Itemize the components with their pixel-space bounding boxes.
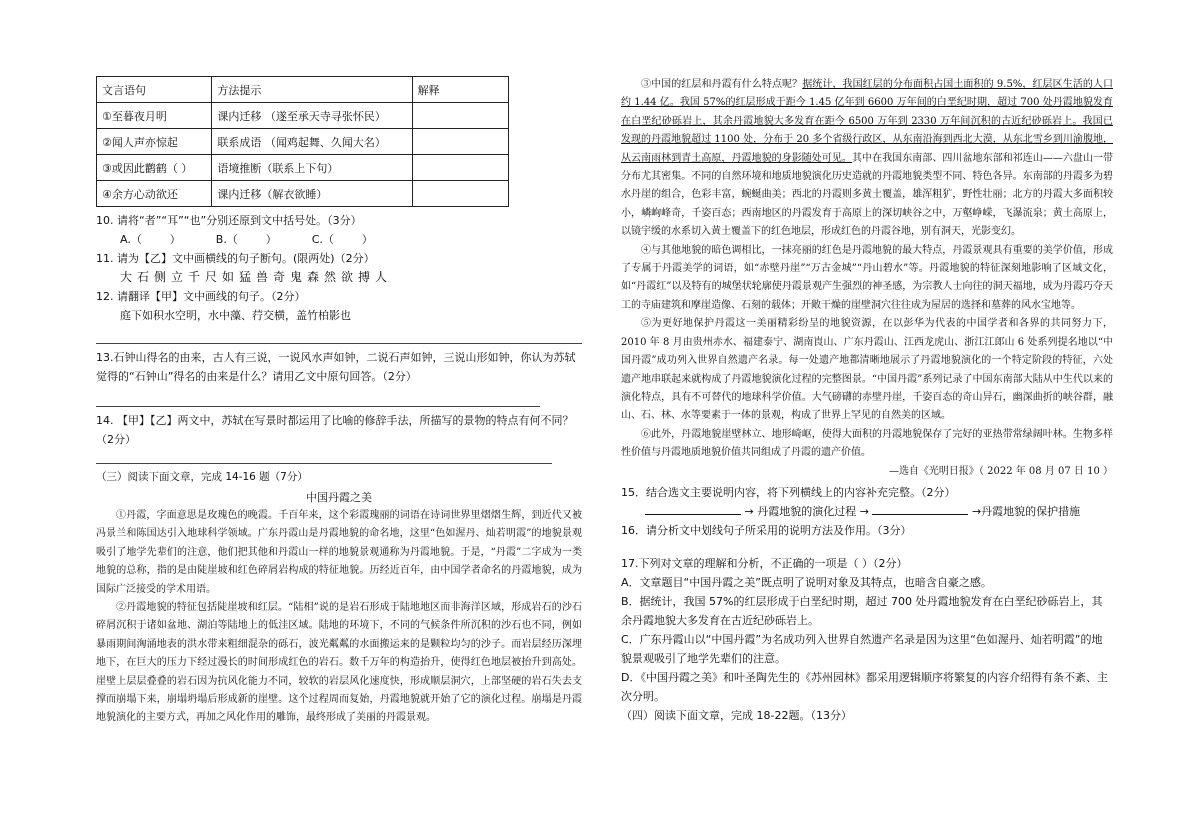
answer-cell[interactable] (412, 181, 508, 207)
article-right (621, 76, 1113, 481)
article-paragraph-3 (621, 76, 1113, 242)
article-paragraph-3-rest: 其中在我国东南部、四川盆地东部和祁连山——六盘山一带分布尤其密集。不同的自然环境和地质地貌演化历史造就的丹霞地貌类型不同、特色各异。东南部的丹霞多为碧水丹崖的组合，色彩丰富，蜿蜒曲美；西北的丹霞则多黄土覆盖，雄浑粗犷，野性壮丽；北方的丹霞大多面积较小，嶙峋峰奇，千姿百态；西南地区的丹霞发育于高原上的深切峡谷之中，万壑峥嵘，飞瀑流泉；黄土高原上，以镜宇缓的水系切入黄土覆盖下的红色地层，形成红色的丹霞谷地，别有洞天，光影变幻。 (621, 152, 1114, 238)
table-row (97, 129, 509, 155)
table-cell: ②闻人声亦惊起 (97, 129, 212, 155)
left-column (96, 76, 582, 728)
article-paragraph-2: ②丹霞地貌的特征包括陡崖坡和红层。“陆相”说的是岩石形成于陆地地区而非海洋区域，形成岩石的沙石碎屑沉积于诸如盆地、湖泊等陆地上的低洼区域。陆地的环境下，不同的气候条件所沉积的沙石也不同，例如暴雨期间洶涌地表的洪水带来粗细混杂的砾石，波光粼粼的水面搬运来的是颗粒均匀的沙子。而岩层经历深埋地下，在巨大的压力下经过漫长的时间形成红色的岩石。数千万年的构造抬升，使得红色地层被抬升到高处。崖壁上层层叠叠的岩石因为抗风化能力不同，较软的岩层风化速度快，形成顺层洞穴，上部坚硬的岩石失去支撑而崩塌下来，崩塌坍塌后形成新的崖壁。这个过程周而复始，丹霞地貌就开始了它的演化过程。崩塌是丹霞地貌演化的主要方式，再加之风化作用的雕饰，最终形成了美丽的丹霞景观。 (96, 602, 582, 724)
table-row (97, 181, 509, 207)
classical-chinese-table (96, 76, 509, 207)
option-a: A．文章题目“中国丹霞之美”既点明了说明对象及其特点，也暗含自豪之感。 (621, 575, 992, 589)
fill-blank[interactable] (645, 502, 741, 515)
option-d: D．《中国丹霞之美》和叶圣陶先生的《苏州园林》都采用逻辑顺序将繁复的内容介绍得有条不紊、主次分明。 (621, 670, 1108, 703)
table-cell: ①至暮夜月明 (97, 103, 212, 129)
right-column (621, 76, 1113, 725)
question-14: 14. 【甲】【乙】两文中，苏轼在写景时都运用了比喻的修辞手法，所描写的景物的特点有何不同？（2分） (96, 414, 574, 446)
question-16: 16．请分析文中划线句子所采用的说明方法及作用。（3分） (621, 523, 912, 537)
table-row (97, 155, 509, 181)
answer-cell[interactable] (412, 129, 508, 155)
flow-end: →丹霞地貌的保护措施 (971, 504, 1081, 518)
table-header-row (97, 77, 509, 103)
table-cell: 课内迁移（解衣欲睡） (212, 181, 412, 207)
question-12 (96, 287, 582, 325)
answer-line (96, 406, 540, 407)
question-11-sentence: 大石侧立千尺如猛兽奇鬼森然欲搏人 (120, 270, 393, 284)
question-11 (96, 249, 582, 287)
flow-middle: → 丹霞地貌的演化过程 → (744, 504, 869, 518)
fill-blank[interactable] (872, 502, 968, 515)
question-10-options: A.（ ） B.（ ） C.（ ） (120, 233, 373, 246)
answer-cell[interactable] (412, 103, 508, 129)
question-10-stem: 10. 请将“者”“耳”“也”分别还原到文中括号处。（3分） (96, 214, 362, 227)
table-cell: 联系成语 （闻鸡起舞、久闻大名） (212, 129, 412, 155)
article-paragraph-3-intro: ③中国的红层和丹霞有什么特点呢？ (641, 79, 803, 90)
question-11-stem: 11. 请为【乙】文中画横线的句子断句。(限两处)（2分） (96, 252, 375, 265)
table-cell: ③或因此鹳鹤（ ） (97, 155, 212, 181)
article-paragraph-4: ④与其他地貌的暗色调相比，一抹亮丽的红色是丹霞地貌的最大特点，丹霞景观具有重要的美学价值，形成了专属于丹霞美学的词语，如“赤壁丹崖”“万古金城”“丹山碧水”等。丹霞地貌的特征深刻地影响了区域文化，如“丹霞红”以及特有的城堡状轮廓使丹霞景观产生强烈的神圣感，为宗教人士向往的洞天福地，成为丹霞巧夺天工的寺庙建筑和摩崖造像、石刻的载体；开敞干燥的崖壁洞穴往往成为屋居的选择和墓葬的风水宝地等。 (621, 244, 1113, 311)
option-b: B．据统计，我国 57%的红层形成于白垩纪时期，超过 700 处丹霞地貌发育在白垩纪砂砾岩上，其余丹霞地貌大多发育在古近纪砂砾岩上。 (621, 594, 1103, 627)
table-cell: 课内迁移 （遂至承天寺寻张怀民） (212, 103, 412, 129)
section-4-heading: （四）阅读下面文章，完成 18-22题。（13分） (621, 708, 852, 722)
article-left (96, 507, 582, 728)
table-row (97, 103, 509, 129)
question-17-stem: 17.下列对文章的理解和分析，不正确的一项是（ ）（2分） (621, 556, 908, 570)
option-c: C．广东丹霞山以“中国丹霞”为名成功列入世界自然遗产名录是因为这里“色如渥丹、灿若明霞”的地貌景观吸引了地学先辈们的注意。 (621, 632, 1103, 665)
question-12-sentence: 庭下如积水空明，水中藻、荇交横，盖竹柏影也 (120, 309, 351, 322)
question-17 (621, 554, 1113, 706)
section-3-heading: （三）阅读下面文章，完成 14-16 题（7分） (96, 471, 308, 483)
question-15 (621, 483, 1113, 521)
answer-line (96, 463, 552, 464)
table-cell: ④余方心动欲还 (97, 181, 212, 207)
article-source: —选自《光明日报》（ 2022 年 08 月 07 日 10 ） (888, 465, 1113, 477)
answer-line (96, 343, 582, 344)
question-13: 13.石钟山得名的由来，古人有三说，一说风水声如钟，二说石声如钟，三说山形如钟，你认为苏轼觉得的“石钟山”得名的由来是什么？请用乙文中原句回答。（2分） (96, 351, 576, 383)
table-header: 方法提示 (212, 77, 412, 103)
table-header: 文言语句 (97, 77, 212, 103)
question-10 (96, 211, 582, 249)
question-15-stem: 15．结合选文主要说明内容，将下列横线上的内容补充完整。（2分） (621, 485, 956, 499)
article-paragraph-6: ⑥此外，丹霞地貌崖壁林立、地形崎岖，使得大面积的丹霞地貌保存了完好的亚热带常绿阔叶林。生物多样性价值与丹霞地质地貌价值共同组成了丹霞的遗产价值。 (621, 428, 1113, 459)
article-paragraph-5: ⑤为更好地保护丹霞这一美丽精彩纷呈的地貌资源，在以彭华为代表的中国学者和各界的共同努力下，2010 年 8 月由贵州赤水、福建泰宁、湖南崀山、广东丹霞山、江西龙虎山、浙江江郎山 6 处系列提名地以“中国丹霞”成功列入世界自然遗产名录。每一处遗产地都清晰地展示了丹霞地貌演化的一个特定阶段的特征，六处遗产地串联起来就构成了丹霞地貌演化过程的完整图景。“中国丹霞”系列记录了中国东南部大陆从中生代以来的演化特点，具有不可替代的地球科学价值。大气磅礴的赤壁丹崖，千姿百态的奇山异石，幽深曲折的峡谷群，融山、石、林、水等要素于一体的景观，构成了世界上罕见的自然美的区域。 (621, 318, 1113, 422)
question-15-flow (621, 502, 1113, 521)
article-title: 中国丹霞之美 (306, 491, 372, 504)
answer-cell[interactable] (412, 155, 508, 181)
underlined-sentence: 据统计，我国红层的分布面积占国土面积的 9.5%，红层区生活的人口约 1.44 亿。我国 57%的红层形成于距今 1.45 亿年到 6600 万年间的白垩纪时期，超过 700 处丹霞地貌发育在白垩纪砂砾岩上，其余丹霞地貌大多发育在距今 6500 万年到 2330 万年间沉积的古近纪砂砾岩上。我国已发现的丹霞地貌超过 1100 处，分布于 20 多个省级行政区，从东南沿海到西北大漠，从东北雪乡到川渝腹地，从云南雨林到青土高原，丹霞地貌的身影随处可见。 (621, 79, 1113, 164)
article-paragraph-1: ①丹霞，字面意思是玫瑰色的晚霞。千百年来，这个彩霞瑰丽的词语在诗词世界里熠熠生辉，到近代又被冯景兰和陈国达引入地球科学领域。广东丹霞山是丹霞地貌的命名地，这里“色如渥丹、灿若明霞”的地貌景观吸引了地学先辈们的注意，他们把其他和丹霞山一样的地貌景观通称为丹霞地貌。于是，“丹霞”二字成为一类地貌的总称，指的是由陡崖坡和红色碎屑岩构成的特征地貌。历经近百年，由中国学者命名的丹霞地貌，成为国际广泛接受的学术用语。 (96, 510, 582, 595)
table-cell: 语境推断（联系上下句） (212, 155, 412, 181)
table-header: 解释 (412, 77, 508, 103)
question-12-stem: 12. 请翻译【甲】文中画线的句子。（2分） (96, 290, 306, 303)
